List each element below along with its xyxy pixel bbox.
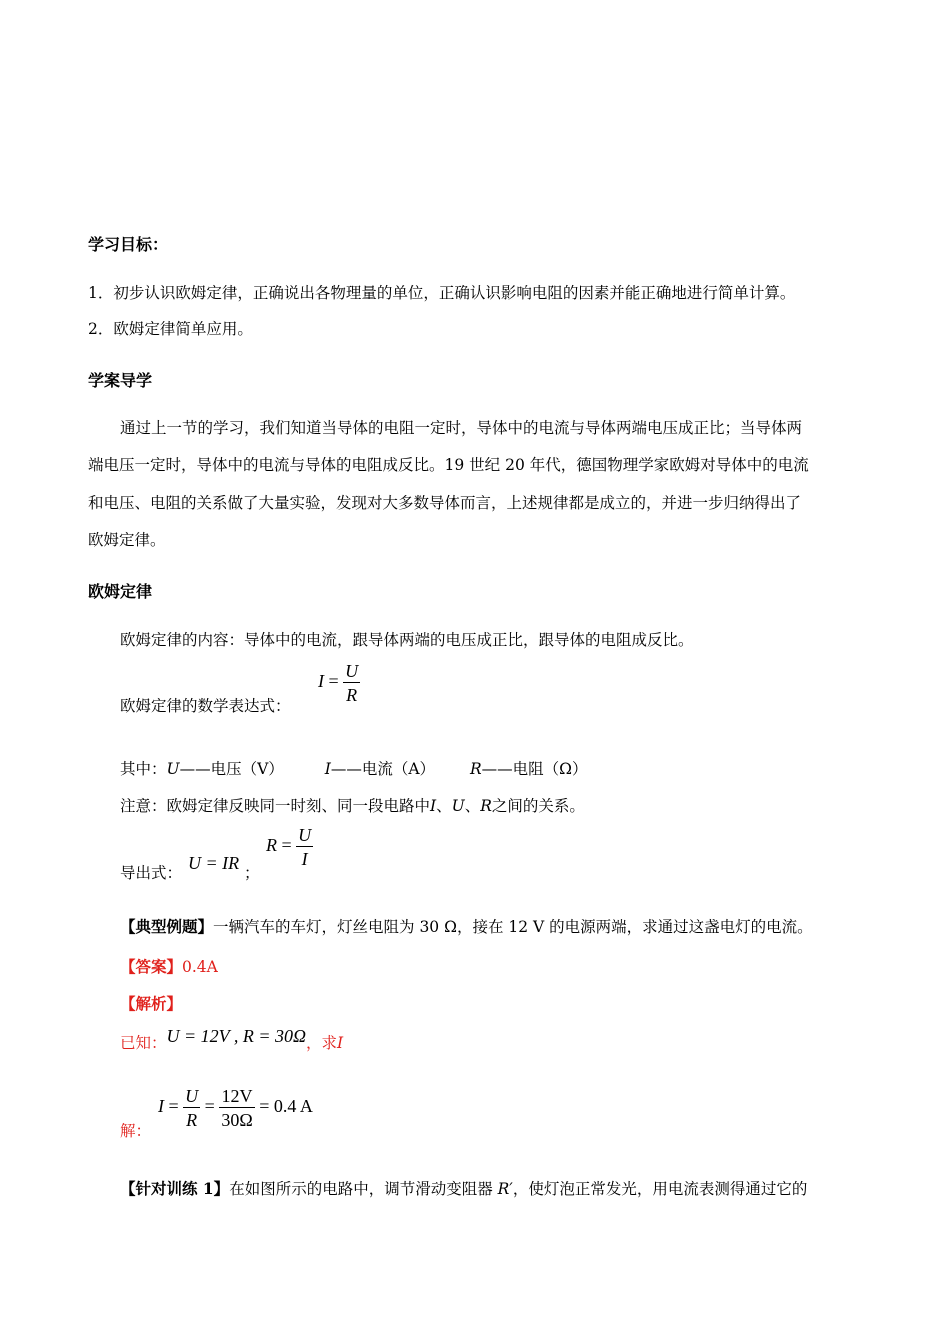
solve-formula: I = $\frac{U}{R}$ = $\frac{12V}{30\Omega}$ = 0.4 A xyxy=(158,1086,313,1130)
law-note: 注意：欧姆定律反映同一时刻、同一段电路中I、U、R之间的关系。 xyxy=(120,797,585,815)
guide-line-1: 通过上一节的学习，我们知道当导体的电阻一定时，导体中的电流与导体两端电压成正比；当导体两 xyxy=(120,419,803,437)
example-known: 已知：U = 12V , R = 30Ω，求I xyxy=(120,1026,344,1052)
example-question: 【典型例题】一辆汽车的车灯，灯丝电阻为 30 Ω，接在 12 V 的电源两端，求通过这盏电灯的电流。 xyxy=(120,917,813,936)
guide-line-3: 和电压、电阻的关系做了大量实验，发现对大多数导体而言，上述规律都是成立的，并进一步归纳得出了 xyxy=(88,494,802,512)
solve-label: 解： xyxy=(120,1122,152,1140)
example-analysis-tag: 【解析】 xyxy=(120,994,183,1013)
guide-heading: 学案导学 xyxy=(88,371,153,390)
objective-item-2: 2．欧姆定律简单应用。 xyxy=(88,320,253,338)
expr-label: 欧姆定律的数学表达式： xyxy=(120,697,291,715)
guide-line-2: 端电压一定时，导体中的电流与导体的电阻成反比。19 世纪 20 年代，德国物理学家欧姆对导体中的电流 xyxy=(88,456,809,474)
derived-separator: ； xyxy=(244,864,260,882)
derived-formula-1: U = IR xyxy=(188,853,240,873)
objective-item-1: 1．初步认识欧姆定律，正确说出各物理量的单位，正确认识影响电阻的因素并能正确地进行简单计算。 xyxy=(88,284,796,302)
example-answer: 【答案】0.4A xyxy=(120,957,218,976)
objectives-heading: 学习目标： xyxy=(88,235,169,254)
variable-definitions: 其中：U——电压（V） I——电流（A） R——电阻（Ω） xyxy=(120,760,588,778)
derived-label: 导出式： xyxy=(120,864,183,882)
ohm-formula: I = $\frac{U}{R}$ xyxy=(318,661,359,705)
derived-formula-2: R = $\frac{U}{I}$ xyxy=(266,825,312,869)
law-heading: 欧姆定律 xyxy=(88,582,153,601)
law-content: 欧姆定律的内容：导体中的电流，跟导体两端的电压成正比，跟导体的电阻成反比。 xyxy=(120,631,694,649)
guide-line-4: 欧姆定律。 xyxy=(88,531,166,549)
practice-question: 【针对训练 1】在如图所示的电路中，调节滑动变阻器 R′，使灯泡正常发光，用电流表测得通过它的 xyxy=(120,1179,808,1198)
